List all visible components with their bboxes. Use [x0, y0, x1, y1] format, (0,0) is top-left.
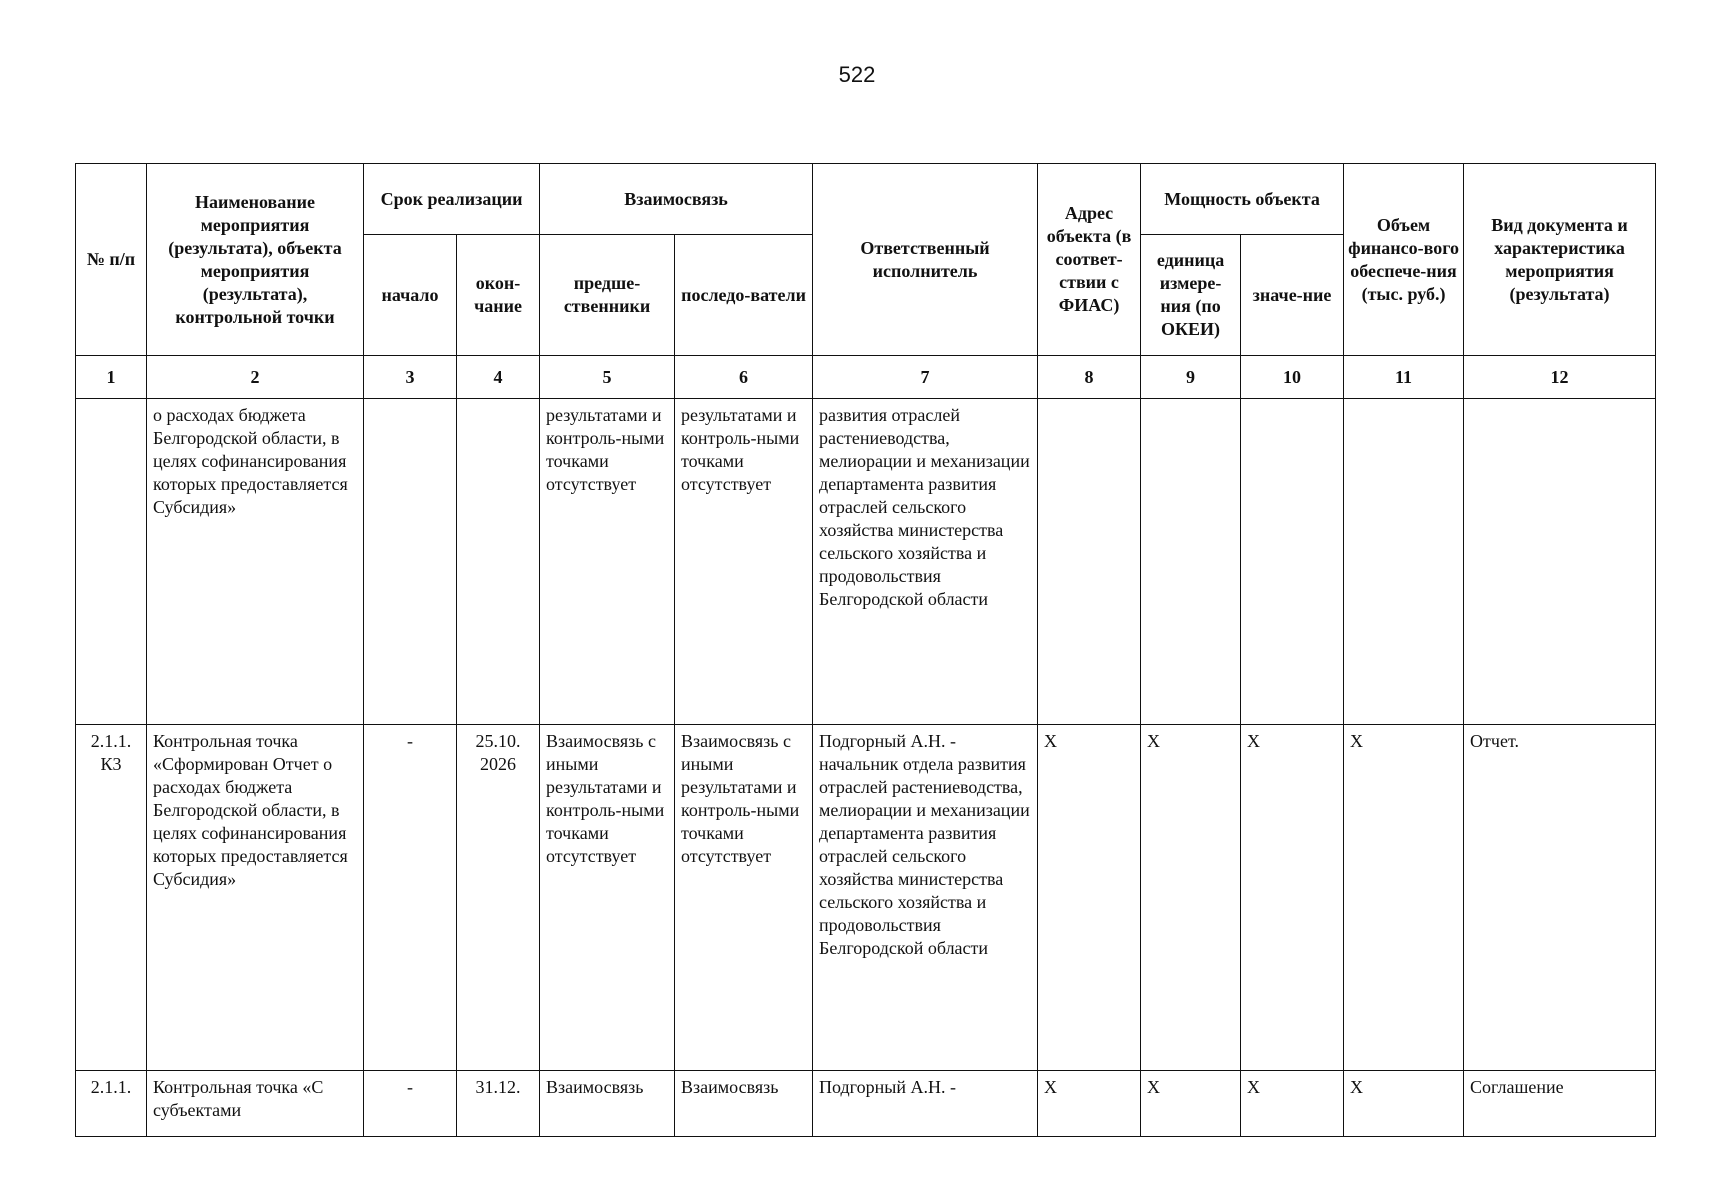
cell-start: [364, 399, 457, 725]
column-number: 8: [1038, 356, 1141, 399]
cell-value: X: [1241, 725, 1344, 1071]
column-number: 3: [364, 356, 457, 399]
cell-next: Взаимосвязь с иными результатами и контроль-ными точками отсутствует: [675, 725, 813, 1071]
page-number: 522: [838, 62, 876, 87]
cell-num: [76, 399, 147, 725]
table-row: [76, 399, 1656, 725]
header-capacity-unit: единица измере-ния (по ОКЕИ): [1141, 235, 1241, 356]
cell-doc: [1464, 399, 1656, 725]
column-number: 12: [1464, 356, 1656, 399]
column-number: 9: [1141, 356, 1241, 399]
cell-unit: X: [1141, 725, 1241, 1071]
cell-responsible: Подгорный А.Н. -: [813, 1071, 1038, 1137]
column-number: 4: [457, 356, 540, 399]
column-number: 7: [813, 356, 1038, 399]
cell-unit: [1141, 399, 1241, 725]
cell-finance: X: [1344, 725, 1464, 1071]
cell-name: Контрольная точка «С субъектами: [147, 1071, 364, 1137]
header-capacity-value: значе-ние: [1241, 235, 1344, 356]
cell-start: -: [364, 725, 457, 1071]
cell-finance: X: [1344, 1071, 1464, 1137]
header-capacity: Мощность объекта: [1141, 164, 1344, 235]
cell-unit: X: [1141, 1071, 1241, 1137]
cell-address: X: [1038, 1071, 1141, 1137]
cell-end: [457, 399, 540, 725]
cell-address: X: [1038, 725, 1141, 1071]
column-number: 11: [1344, 356, 1464, 399]
header-address: Адрес объекта (в соответ-ствии с ФИАС): [1038, 164, 1141, 356]
header-num: № п/п: [76, 164, 147, 356]
header-finance: Объем финансо-вого обеспече-ния (тыс. руб.): [1344, 164, 1464, 356]
cell-value: [1241, 399, 1344, 725]
header-period-start: начало: [364, 235, 457, 356]
column-number: 10: [1241, 356, 1344, 399]
table-row: [76, 1071, 1656, 1137]
cell-finance: [1344, 399, 1464, 725]
cell-responsible: Подгорный А.Н. - начальник отдела развития отраслей растениеводства, мелиорации и механизации департамента развития отраслей сельского хозяйства министерства сельского хозяйства и продовольствия Белгородской области: [813, 725, 1038, 1071]
cell-name: Контрольная точка «Сформирован Отчет о расходах бюджета Белгородской области, в целях софинансирования которых предоставляется Субсидия»: [147, 725, 364, 1071]
events-table: [75, 163, 1656, 1137]
header-name: Наименование мероприятия (результата), объекта мероприятия (результата), контрольной точки: [147, 164, 364, 356]
cell-num: 2.1.1. К3: [76, 725, 147, 1071]
header-link: Взаимосвязь: [540, 164, 813, 235]
cell-prev: Взаимосвязь: [540, 1071, 675, 1137]
header-doc-type: Вид документа и характеристика мероприятия (результата): [1464, 164, 1656, 356]
cell-prev: результатами и контроль-ными точками отсутствует: [540, 399, 675, 725]
cell-end: 31.12.: [457, 1071, 540, 1137]
cell-start: -: [364, 1071, 457, 1137]
header-link-prev: предше-ственники: [540, 235, 675, 356]
cell-end: 25.10. 2026: [457, 725, 540, 1071]
cell-num: 2.1.1.: [76, 1071, 147, 1137]
header-responsible: Ответственный исполнитель: [813, 164, 1038, 356]
header-period: Срок реализации: [364, 164, 540, 235]
cell-next: результатами и контроль-ными точками отсутствует: [675, 399, 813, 725]
column-number: 1: [76, 356, 147, 399]
cell-name: о расходах бюджета Белгородской области, в целях софинансирования которых предоставляется Субсидия»: [147, 399, 364, 725]
column-number: 6: [675, 356, 813, 399]
header-period-end: окон-чание: [457, 235, 540, 356]
cell-prev: Взаимосвязь с иными результатами и контроль-ными точками отсутствует: [540, 725, 675, 1071]
cell-doc: Отчет.: [1464, 725, 1656, 1071]
column-number: 5: [540, 356, 675, 399]
column-number: 2: [147, 356, 364, 399]
table-row: [76, 725, 1656, 1071]
cell-doc: Соглашение: [1464, 1071, 1656, 1137]
cell-next: Взаимосвязь: [675, 1071, 813, 1137]
cell-responsible: развития отраслей растениеводства, мелиорации и механизации департамента развития отраслей сельского хозяйства министерства сельского хозяйства и продовольствия Белгородской области: [813, 399, 1038, 725]
header-link-next: последо-ватели: [675, 235, 813, 356]
cell-value: X: [1241, 1071, 1344, 1137]
cell-address: [1038, 399, 1141, 725]
